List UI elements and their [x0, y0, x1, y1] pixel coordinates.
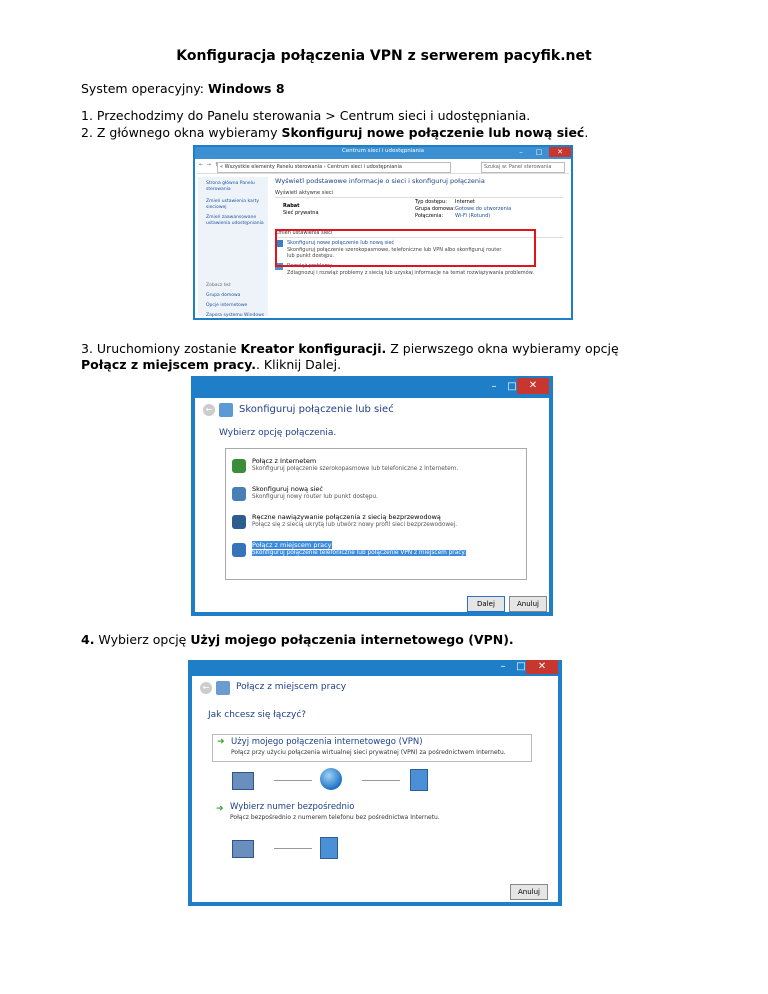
computer-icon [232, 772, 254, 790]
network-center-screenshot [193, 145, 573, 320]
highlight-box [275, 229, 536, 267]
new-connection-link[interactable]: Skonfiguruj nowe połączenie lub nową sieć [287, 240, 395, 246]
troubleshoot-link[interactable]: Rozwiąż problemy [287, 263, 333, 269]
network-type: Sieć prywatna [283, 210, 319, 216]
see-also-internet-options[interactable]: Opcje internetowe [206, 303, 248, 308]
search-input[interactable]: Szukaj w: Panel sterowania [481, 162, 565, 173]
vpn-option[interactable]: ➜ Użyj mojego połączenia internetowego (VPN) Połącz przy użyciu połączenia wirtualnej sieci prywatnej (VPN) za pośrednictwem Internetu. [212, 734, 532, 762]
workplace-icon [216, 681, 230, 695]
workplace-screenshot [188, 660, 562, 906]
wizard-heading: Wybierz opcję połączenia. [219, 428, 337, 438]
globe-icon [320, 768, 342, 790]
workplace-heading: Jak chcesz się łączyć? [208, 710, 307, 720]
server-icon [320, 837, 338, 859]
see-also-firewall[interactable]: Zapora systemu Windows [206, 313, 265, 318]
option-workplace[interactable]: Połącz z miejscem pracy Skonfiguruj połączenie telefoniczne lub połączenie VPN z miejscem pracy. [232, 539, 520, 565]
workplace-title: Połącz z miejscem pracy [236, 682, 347, 692]
wizard-screenshot [191, 376, 553, 616]
active-networks-label: Wyświetl aktywne sieci [275, 190, 333, 196]
dial-diagram [232, 836, 372, 858]
see-also-label: Zobacz też [206, 283, 231, 288]
see-also-homegroup[interactable]: Grupa domowa [206, 293, 241, 298]
os-line: System operacyjny: Windows 8 [81, 81, 285, 96]
step-3-line2: Połącz z miejscem pracy.. Kliknij Dalej. [81, 357, 342, 372]
wifi-connection-link[interactable]: Wi-Fi (Rotund) [455, 213, 491, 219]
minimize-icon[interactable]: – [491, 381, 497, 392]
step-3: 3. Uruchomiony zostanie Kreator konfiguracji. Z pierwszego okna wybieramy opcję [81, 341, 619, 356]
maximize-icon[interactable]: □ [507, 381, 517, 392]
window-title: Centrum sieci i udostępniania [341, 148, 425, 154]
address-path[interactable]: « Wszystkie elementy Panelu sterowania › Centrum sieci i udostępniania [217, 162, 451, 173]
link-line [274, 780, 312, 781]
change-settings-label: Zmień ustawienia sieci [275, 230, 333, 236]
connections-label: Połączenia: [415, 213, 444, 219]
workplace-icon [232, 543, 246, 557]
document-title: Konfiguracja połączenia VPN z serwerem pacyfik.net [176, 48, 592, 64]
link-line [362, 780, 400, 781]
step-4: 4. Wybierz opcję Użyj mojego połączenia internetowego (VPN). [81, 632, 514, 647]
close-icon[interactable]: ✕ [517, 378, 549, 394]
option-new-network[interactable]: Skonfiguruj nową sieć Skonfiguruj nowy router lub punkt dostępu. [232, 483, 520, 509]
option-connect-internet[interactable]: Połącz z Internetem Skonfiguruj połączenie szerokopasmowe lub telefoniczne z Internetem. [232, 455, 520, 481]
green-arrow-icon: ➜ [216, 804, 224, 814]
cancel-button[interactable]: Anuluj [510, 884, 548, 900]
new-connection-desc: Skonfiguruj połączenie szerokopasmowe, telefoniczne lub VPN albo skonfiguruj router lub punkt dostępu. [287, 247, 502, 259]
close-icon[interactable]: ✕ [549, 147, 571, 157]
network-wizard-icon [219, 403, 233, 417]
sidebar-link-advanced[interactable]: Zmień zaawansowane ustawienia udostępniania [206, 215, 264, 226]
router-icon [232, 487, 246, 501]
titlebar [195, 147, 571, 159]
server-icon [410, 769, 428, 791]
green-arrow-icon: ➜ [217, 737, 225, 747]
access-type-label: Typ dostępu: [415, 199, 447, 205]
globe-icon [232, 459, 246, 473]
access-type-value: Internet [455, 199, 475, 205]
sidebar-link-home[interactable]: Strona główna Panelu sterowania [206, 181, 255, 192]
option-list [225, 448, 527, 580]
back-arrow-icon[interactable]: ← [200, 682, 212, 694]
cancel-button[interactable]: Anuluj [509, 596, 547, 612]
troubleshoot-desc: Zdiagnozuj i rozwiąż problemy z siecią lub uzyskaj informacje na temat rozwiązywania problemów. [287, 270, 534, 276]
step-1: 1. Przechodzimy do Panelu sterowania > Centrum sieci i udostępniania. [81, 108, 531, 123]
option-wireless-manual[interactable]: Ręczne nawiązywanie połączenia z siecią bezprzewodową Połącz się z siecią ukrytą lub utwórz nowy profil sieci bezprzewodowej. [232, 511, 520, 537]
next-button[interactable]: Dalej [467, 596, 505, 612]
close-icon[interactable]: ✕ [526, 660, 558, 674]
maximize-icon[interactable]: □ [535, 148, 543, 156]
nav-arrows-icon[interactable]: ← → ↑ [199, 162, 220, 168]
dial-option[interactable]: ➜ Wybierz numer bezpośrednio Połącz bezpośrednio z numerem telefonu bez pośrednictwa Internetu. [216, 802, 440, 821]
back-arrow-icon[interactable]: ← [203, 404, 215, 416]
panel-header: Wyświetl podstawowe informacje o sieci i skonfiguruj połączenia [275, 177, 485, 185]
address-bar [197, 161, 569, 174]
minimize-icon[interactable]: – [519, 148, 523, 156]
maximize-icon[interactable]: □ [516, 661, 526, 672]
sidebar-link-adapter[interactable]: Zmień ustawienia karty sieciowej [206, 199, 260, 210]
link-line [274, 848, 312, 849]
wireless-icon [232, 515, 246, 529]
homegroup-link[interactable]: Gotowe do utworzenia [455, 206, 512, 212]
wizard-title: Skonfiguruj połączenie lub sieć [239, 404, 394, 415]
step-2: 2. Z głównego okna wybieramy Skonfiguruj nowe połączenie lub nową sieć. [81, 125, 589, 140]
workplace-body [192, 676, 558, 902]
vpn-diagram [232, 768, 452, 790]
wizard-body [195, 398, 549, 612]
network-name: Rabat [283, 203, 300, 209]
divider [275, 197, 563, 198]
computer-icon [232, 840, 254, 858]
minimize-icon[interactable]: – [500, 661, 506, 672]
sidebar [198, 177, 268, 316]
homegroup-label: Grupa domowa: [415, 206, 455, 212]
